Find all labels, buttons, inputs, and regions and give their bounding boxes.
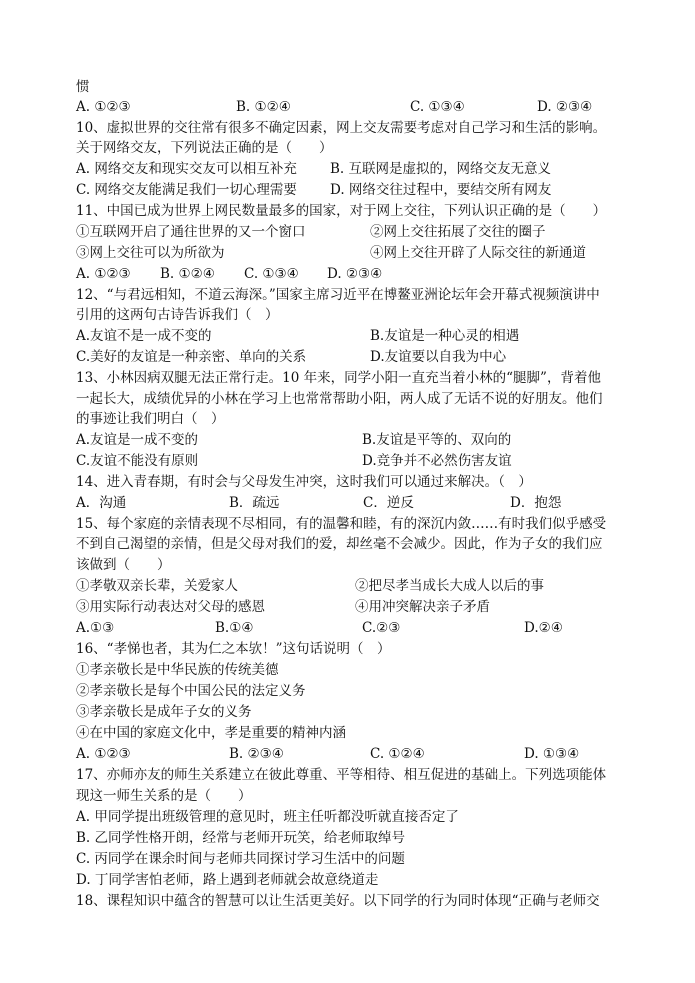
- q13-stem-line-2: 一起长大，成绩优异的小林在学习上也常常帮助小阳，两人成了无话不说的好朋友。他们: [76, 391, 603, 407]
- q12-stem-line-1: 12、“与君远相知，不道云海深。”国家主席习近平在博鳌亚洲论坛年会开幕式视频演讲中: [76, 287, 600, 303]
- q13-option-d: D.竞争并不必然伤害友谊: [362, 453, 512, 469]
- q14-stem-line-1: 14、进入青春期，有时会与父母发生冲突，这时我们可以通过来解决。（ ）: [76, 474, 532, 490]
- q15-statement-1: ①孝敬双亲长辈，关爱家人: [76, 578, 238, 594]
- q14-option-d: D．抱怨: [510, 495, 562, 511]
- q18-stem-line-1: 18、课程知识中蕴含的智慧可以让生活更美好。以下同学的行为同时体现“正确与老师交: [76, 893, 600, 909]
- q16-option-a: A. ①②③: [76, 746, 131, 762]
- q17-option-b: B. 乙同学性格开朗，经常与老师开玩笑，给老师取绰号: [76, 830, 406, 846]
- q16-statement-3: ③孝亲敬长是成年子女的义务: [76, 704, 252, 720]
- q17-option-c: C. 丙同学在课余时间与老师共同探讨学习生活中的问题: [76, 851, 405, 867]
- q13-option-b: B.友谊是平等的、双向的: [362, 432, 512, 448]
- q11-statement-4: ④网上交往开辟了人际交往的新通道: [370, 245, 586, 261]
- q13-stem-line-1: 13、小林因病双腿无法正常行走。10 年来，同学小阳一直充当着小林的“腿脚”，背着他: [76, 370, 601, 386]
- q12-stem-line-2: 引用的这两句古诗告诉我们（ ）: [76, 307, 279, 323]
- q10-stem-line-1: 10、虚拟世界的交往常有很多不确定因素，网上交友需要考虑对自己学习和生活的影响。: [76, 120, 607, 136]
- q9-option-c: C. ①③④: [410, 99, 465, 115]
- q11-option-b: B. ①②④: [160, 266, 215, 282]
- q15-option-a: A.①③: [76, 620, 115, 636]
- q12-option-c: C.美好的友谊是一种亲密、单向的关系: [76, 349, 307, 365]
- q11-statement-2: ②网上交往拓展了交往的圈子: [370, 224, 546, 240]
- q10-option-a: A. 网络交友和现实交友可以相互补充: [76, 161, 297, 177]
- q15-stem-line-3: 该做到（ ）: [76, 557, 171, 573]
- q13-option-c: C.友谊不能没有原则: [76, 453, 199, 469]
- q11-statement-3: ③网上交往可以为所欲为: [76, 245, 225, 261]
- q10-option-b: B. 互联网是虚拟的，网络交友无意义: [330, 161, 552, 177]
- q9-option-a: A. ①②③: [76, 99, 131, 115]
- q16-option-b: B. ②③④: [229, 746, 284, 762]
- q17-option-a: A. 甲同学提出班级管理的意见时，班主任听都没听就直接否定了: [76, 809, 459, 825]
- q17-stem-line-2: 现这一师生关系的是（ ）: [76, 788, 252, 804]
- q12-option-b: B.友谊是一种心灵的相遇: [370, 328, 520, 344]
- q11-stem-line-1: 11、中国已成为世界上网民数量最多的国家，对于网上交往，下列认识正确的是（ ）: [76, 203, 607, 219]
- q17-stem-line-1: 17、亦师亦友的师生关系建立在彼此尊重、平等相待、相互促进的基础上。下列选项能体: [76, 767, 607, 783]
- q11-option-c: C. ①③④: [244, 266, 299, 282]
- q15-option-b: B.①④: [215, 620, 254, 636]
- q16-statement-2: ②孝亲敬长是每个中国公民的法定义务: [76, 683, 306, 699]
- q9-option-b: B. ①②④: [236, 99, 291, 115]
- q16-option-d: D. ①③④: [524, 746, 580, 762]
- q15-statement-2: ②把尽孝当成长大成人以后的事: [355, 578, 544, 594]
- q14-option-c: C．逆反: [363, 495, 414, 511]
- q15-statement-3: ③用实际行动表达对父母的感恩: [76, 599, 265, 615]
- q14-option-b: B．疏远: [229, 495, 280, 511]
- q10-stem-line-2: 关于网络交友，下列说法正确的是（ ）: [76, 140, 333, 156]
- q11-option-d: D. ②③④: [327, 266, 383, 282]
- q15-stem-line-2: 不到自己渴望的亲情，但是父母对我们的爱，却丝毫不会减少。因此，作为子女的我们应: [76, 536, 603, 552]
- q15-option-c: C.②③: [362, 620, 401, 636]
- q16-statement-4: ④在中国的家庭文化中，孝是重要的精神内涵: [76, 725, 346, 741]
- q16-option-c: C. ①②④: [370, 746, 425, 762]
- page-fragment-text: 惯: [76, 79, 90, 95]
- q11-statement-1: ①互联网开启了通往世界的又一个窗口: [76, 224, 306, 240]
- q12-option-d: D.友谊要以自我为中心: [370, 349, 507, 365]
- q9-option-d: D. ②③④: [537, 99, 593, 115]
- q15-statement-4: ④用冲突解决亲子矛盾: [355, 599, 490, 615]
- q13-option-a: A.友谊是一成不变的: [76, 432, 199, 448]
- q16-stem-line-1: 16、“孝悌也者，其为仁之本欤！”这句话说明（ ）: [76, 641, 391, 657]
- q15-option-d: D.②④: [524, 620, 563, 636]
- q16-statement-1: ①孝亲敬长是中华民族的传统美德: [76, 662, 279, 678]
- q13-stem-line-3: 的事迹让我们明白（ ）: [76, 411, 225, 427]
- q17-option-d: D. 丁同学害怕老师，路上遇到老师就会故意绕道走: [76, 872, 379, 888]
- q11-option-a: A. ①②③: [76, 266, 131, 282]
- q10-option-c: C. 网络交友能满足我们一切心理需要: [76, 182, 297, 198]
- q14-option-a: A．沟通: [76, 495, 127, 511]
- q10-option-d: D. 网络交往过程中，要结交所有网友: [330, 182, 552, 198]
- q15-stem-line-1: 15、每个家庭的亲情表现不尽相同，有的温馨和睦，有的深沉内敛……有时我们似乎感受: [76, 516, 607, 532]
- q12-option-a: A.友谊不是一成不变的: [76, 328, 212, 344]
